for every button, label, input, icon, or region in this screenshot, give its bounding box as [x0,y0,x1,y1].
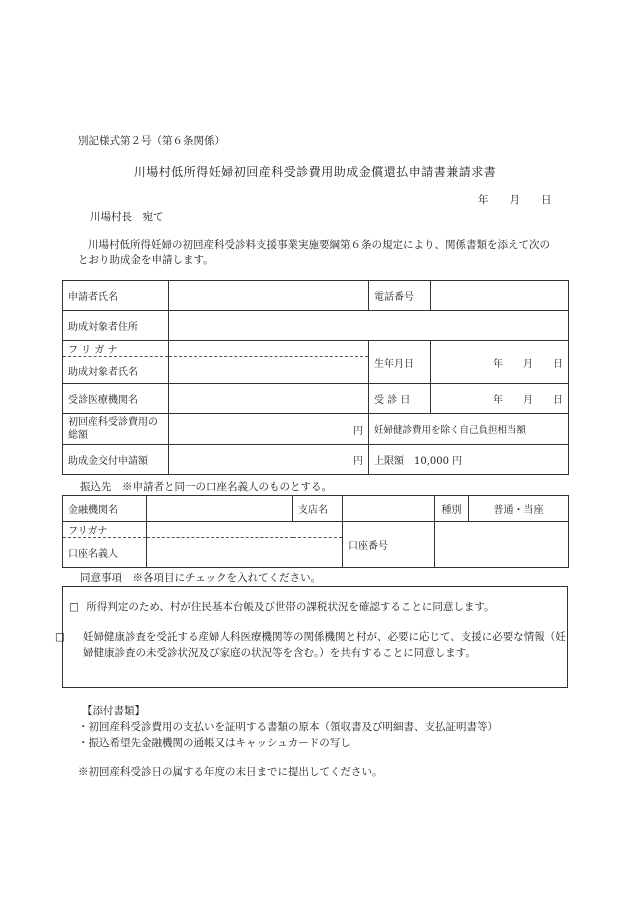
attachment-item: ・振込希望先金融機関の通帳又はキャッシュカードの写し [78,737,351,749]
furigana-label: フ リ ガ ナ [63,341,169,357]
subject-name-label: 助成対象者氏名 [63,357,169,384]
date-line[interactable]: 年 月 日 [478,194,552,206]
birth-date-field[interactable]: 年 月 日 [431,341,569,384]
applicant-name-label: 申請者氏名 [63,281,169,311]
clinic-field[interactable] [169,384,369,414]
deadline-note: ※初回産科受診日の属する年度の末日までに提出してください。 [78,766,383,778]
bank-name-label: 金融機関名 [63,496,147,522]
addressee: 川場村長 宛て [90,211,164,223]
consent-note: 同意事項 ※各項目にチェックを入れてください。 [80,572,322,584]
address-label: 助成対象者住所 [63,311,169,341]
phone-field[interactable] [431,281,569,311]
self-pay-label: 妊婦健診費用を除く自己負担相当額 [369,414,569,445]
visit-date-label: 受 診 日 [369,384,431,414]
requested-amount-label: 助成金交付申請額 [63,445,169,475]
form-reference: 別記様式第２号（第６条関係） [78,135,225,147]
consent-text-1: 所得判定のため、村が住民基本台帳及び世帯の課税状況を確認することに同意します。 [86,601,495,613]
bank-table [62,495,569,568]
consent-text-2: 妊婦健康診査を受託する産婦人科医療機関等の関係機関と村が、必要に応じて、支援に必要な情報（妊婦健康診査の未受診状況及び家庭の状況等を含む。）を共有することに同意します。 [83,631,566,659]
intro-text: 川場村低所得妊婦の初回産科受診料支援事業実施要綱第６条の規定により、関係書類を添えて次のとおり助成金を申請します。 [78,239,550,266]
attachment-item: ・初回産科受診費用の支払いを証明する書類の原本（領収書及び明細書、支払証明書等） [78,721,498,733]
bank-furigana-field[interactable] [147,522,343,538]
account-holder-label: 口座名義人 [63,538,147,568]
requested-amount-field[interactable]: 円 [169,445,369,475]
branch-label: 支店名 [293,496,343,522]
type-label: 種別 [435,496,469,522]
account-no-label: 口座番号 [343,522,435,568]
limit-label: 上限額 10,000 円 [369,445,569,475]
visit-date-field[interactable]: 年 月 日 [431,384,569,414]
bank-name-field[interactable] [147,496,293,522]
phone-label: 電話番号 [369,281,431,311]
consent-checkbox-1[interactable]: □ [69,601,79,613]
applicant-name-field[interactable] [169,281,369,311]
total-cost-field[interactable]: 円 [169,414,369,445]
account-holder-field[interactable] [147,538,343,568]
subject-name-field[interactable] [169,357,369,384]
clinic-label: 受診医療機関名 [63,384,169,414]
consent-item-2 [55,629,573,661]
account-no-field[interactable] [435,522,569,568]
branch-field[interactable] [343,496,435,522]
address-field[interactable] [169,311,569,341]
birth-date-label: 生年月日 [369,341,431,384]
furigana-field[interactable] [169,341,369,357]
consent-item-1 [69,599,559,615]
consent-checkbox-2[interactable]: □ [55,631,65,643]
attachments-heading: 【添付書類】 [82,705,145,717]
consent-box [55,586,568,688]
bank-note: 振込先 ※申請者と同一の口座名義人のものとする。 [80,481,332,493]
applicant-table [62,280,569,475]
bank-furigana-label: フリガナ [63,522,147,538]
type-field[interactable]: 普通・当座 [469,496,569,522]
total-cost-label: 初回産科受診費用の総額 [63,414,169,445]
page-title: 川場村低所得妊婦初回産科受診費用助成金償還払申請書兼請求書 [133,165,497,179]
